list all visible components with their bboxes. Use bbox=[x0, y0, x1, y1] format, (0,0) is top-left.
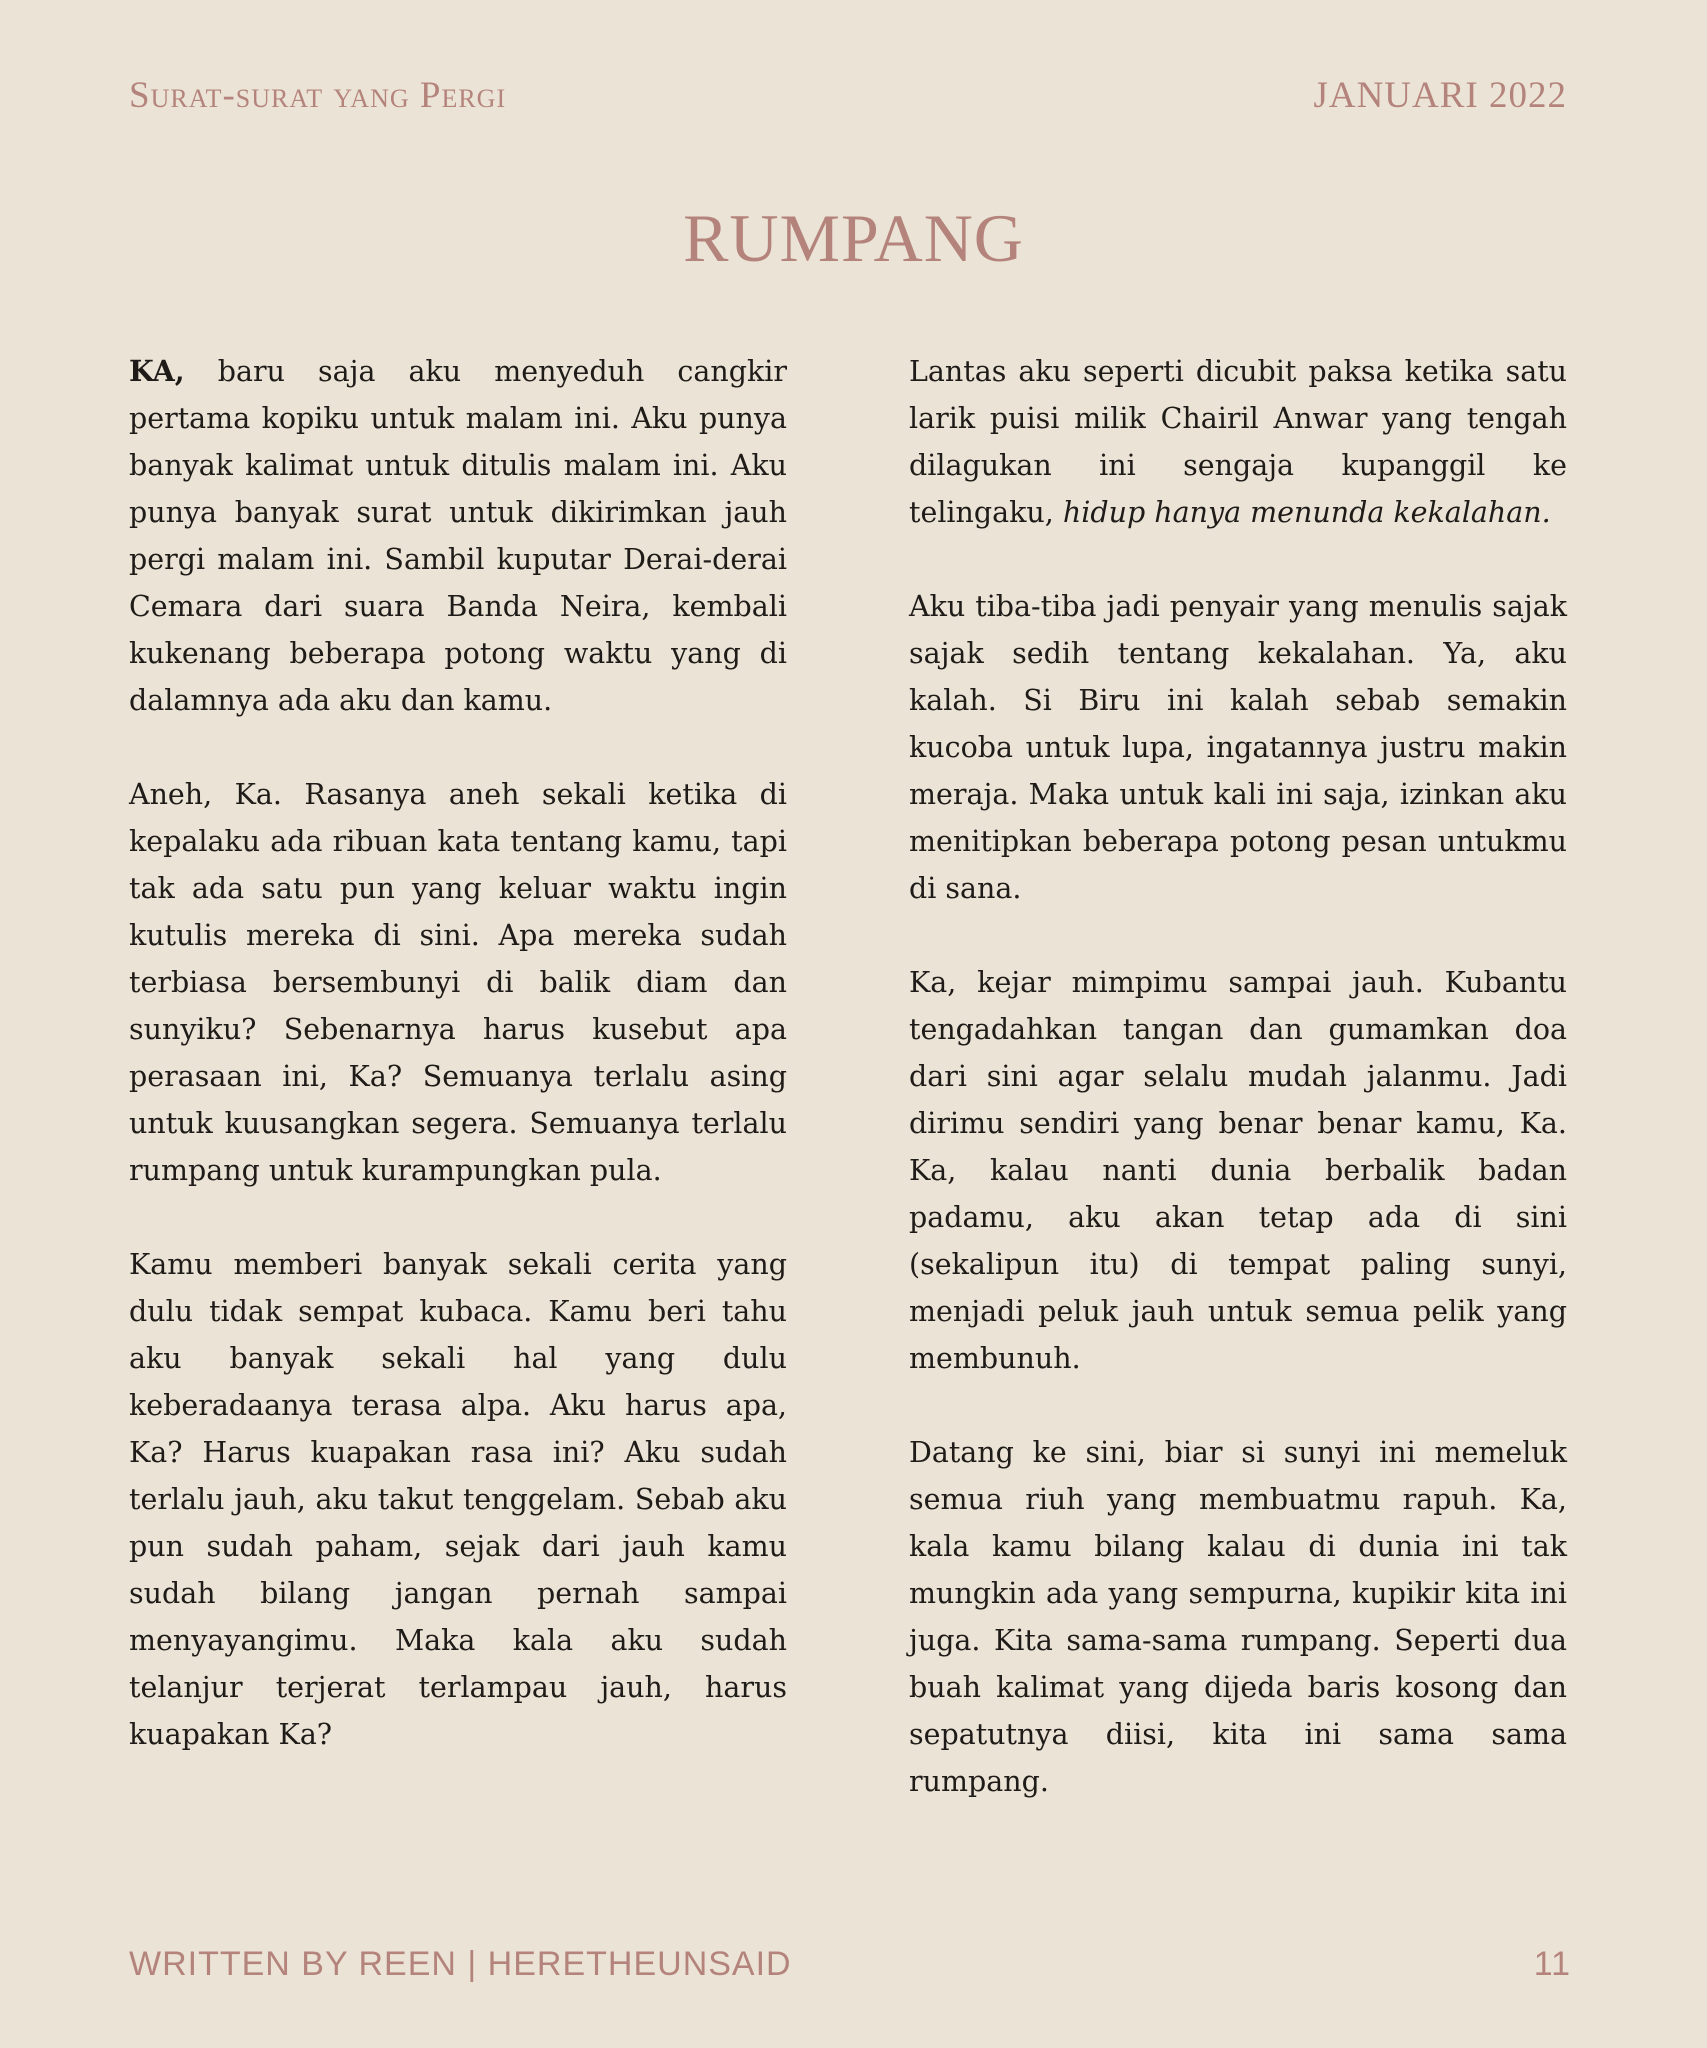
page-number: 11 bbox=[1533, 1945, 1571, 1983]
paragraph: Ka, kejar mimpimu sampai jauh. Kubantu tengadahkan tangan dan gumamkan doa dari sini agar selalu mudah jalanmu. Jadi dirimu sendiri yang benar benar kamu, Ka. Ka, kalau nanti dunia berbalik badan padamu, aku akan tetap ada di sini (sekalipun itu) di tempat paling sunyi, menjadi peluk jauh untuk semua pelik yang membunuh. bbox=[909, 966, 1567, 1375]
paragraph-text: baru saja aku menyeduh cangkir pertama kopiku untuk malam ini. Aku punya banyak kalimat untuk ditulis malam ini. Aku punya banyak surat untuk dikirimkan jauh pergi malam ini. Sambil kuputar Derai-derai Cemara dari suara Banda Neira, kembali kukenang beberapa potong waktu yang di dalamnya ada aku dan kamu. bbox=[129, 355, 787, 717]
author-credit: WRITTEN BY REEN | HERETHEUNSAID bbox=[129, 1945, 792, 1983]
left-column bbox=[129, 348, 787, 1805]
paragraph bbox=[909, 348, 1567, 536]
page-title: RUMPANG bbox=[683, 200, 1024, 276]
right-column bbox=[909, 348, 1567, 1852]
poem-quote: hidup hanya menunda kekalahan. bbox=[1062, 496, 1551, 529]
issue-date: JANUARI 2022 bbox=[1313, 75, 1567, 116]
salutation: KA, bbox=[129, 354, 185, 388]
book-title: Surat-surat yang Pergi bbox=[129, 75, 507, 116]
paragraph-text: Lantas aku seperti dicubit paksa ketika satu larik puisi milik Chairil Anwar yang tengah dilagukan ini sengaja kupanggil ke telingaku, bbox=[909, 355, 1567, 529]
paragraph bbox=[129, 348, 787, 724]
paragraph: Kamu memberi banyak sekali cerita yang dulu tidak sempat kubaca. Kamu beri tahu aku banyak sekali hal yang dulu keberadaanya terasa alpa. Aku harus apa, Ka? Harus kuapakan rasa ini? Aku sudah terlalu jauh, aku takut tenggelam. Sebab aku pun sudah paham, sejak dari jauh kamu sudah bilang jangan pernah sampai menyayangimu. Maka kala aku sudah telanjur terjerat terlampau jauh, harus kuapakan Ka? bbox=[129, 1248, 787, 1751]
paragraph: Aneh, Ka. Rasanya aneh sekali ketika di kepalaku ada ribuan kata tentang kamu, tapi tak ada satu pun yang keluar waktu ingin kutulis mereka di sini. Apa mereka sudah terbiasa bersembunyi di balik diam dan sunyiku? Sebenarnya harus kusebut apa perasaan ini, Ka? Semuanya terlalu asing untuk kuusangkan segera. Semuanya terlalu rumpang untuk kurampungkan pula. bbox=[129, 778, 787, 1187]
paragraph: Datang ke sini, biar si sunyi ini memeluk semua riuh yang membuatmu rapuh. Ka, kala kamu bilang kalau di dunia ini tak mungkin ada yang sempurna, kupikir kita ini juga. Kita sama-sama rumpang. Seperti dua buah kalimat yang dijeda baris kosong dan sepatutnya diisi, kita ini sama sama rumpang. bbox=[909, 1436, 1567, 1798]
paragraph: Aku tiba-tiba jadi penyair yang menulis sajak sajak sedih tentang kekalahan. Ya, aku kalah. Si Biru ini kalah sebab semakin kucoba untuk lupa, ingatannya justru makin meraja. Maka untuk kali ini saja, izinkan aku menitipkan beberapa potong pesan untukmu di sana. bbox=[909, 590, 1567, 905]
